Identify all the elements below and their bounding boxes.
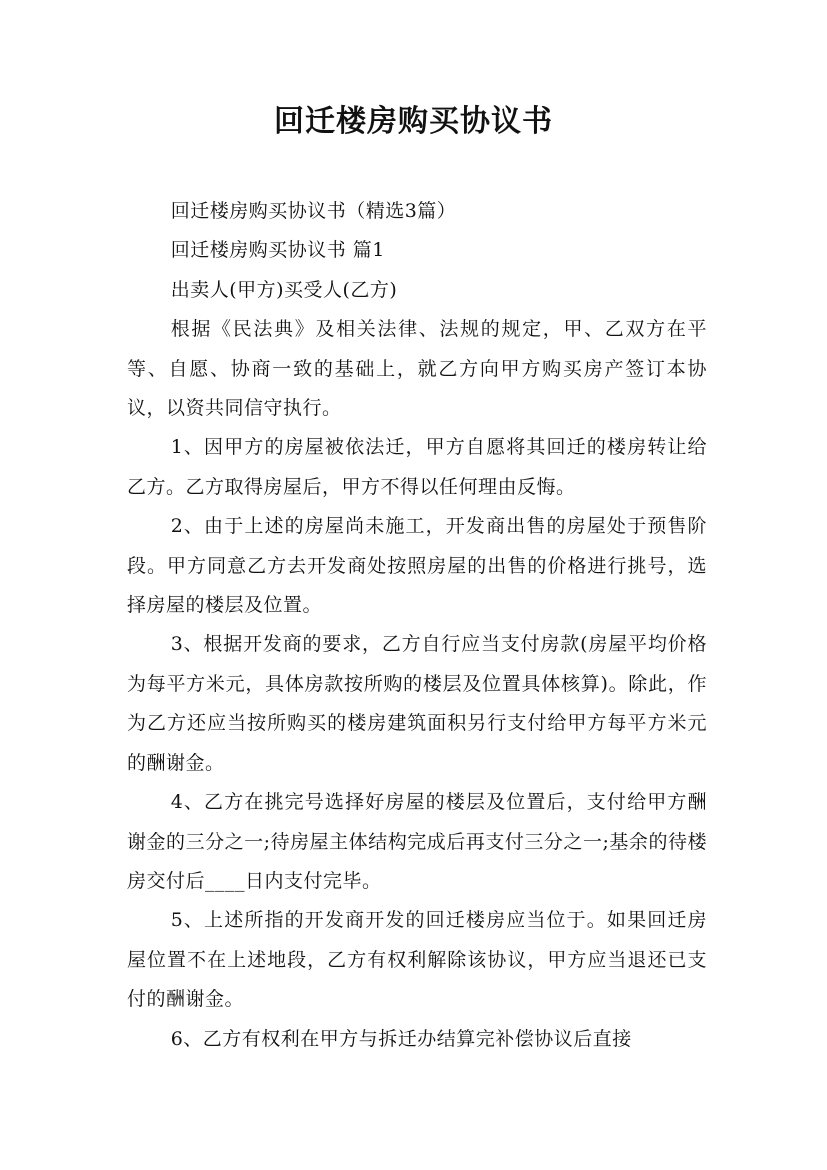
paragraph-preamble: 根据《民法典》及相关法律、法规的规定，甲、乙双方在平等、自愿、协商一致的基础上，就乙方向甲方购买房产签订本协议，以资共同信守执行。 bbox=[127, 318, 707, 420]
paragraph-clause-1: 1、因甲方的房屋被依法迁，甲方自愿将其回迁的楼房转让给乙方。乙方取得房屋后，甲方不得以任何理由反悔。 bbox=[127, 436, 707, 498]
paragraph-clause-3: 3、根据开发商的要求，乙方自行应当支付房款(房屋平均价格为每平方米元，具体房款按所购的楼层及位置具体核算)。除此，作为乙方还应当按所购买的楼房建筑面积另行支付给甲方每平方米元的酬谢金。 bbox=[127, 633, 707, 774]
document-title: 回迁楼房购买协议书 bbox=[274, 104, 553, 139]
paragraph-subtitle: 回迁楼房购买协议书（精选3篇） bbox=[170, 200, 457, 222]
document-body bbox=[127, 192, 707, 1059]
paragraph-section-heading: 回迁楼房购买协议书 篇1 bbox=[170, 239, 385, 262]
paragraph-clause-6: 6、乙方有权利在甲方与拆迁办结算完补偿协议后直接 bbox=[170, 1027, 632, 1050]
paragraph-parties: 出卖人(甲方)买受人(乙方) bbox=[170, 278, 398, 301]
paragraph-clause-5: 5、上述所指的开发商开发的回迁楼房应当位于。如果回迁房屋位置不在上述地段，乙方有权利解除该协议，甲方应当退还已支付的酬谢金。 bbox=[127, 909, 707, 1011]
paragraph-clause-4: 4、乙方在挑完号选择好房屋的楼层及位置后，支付给甲方酬谢金的三分之一;待房屋主体结构完成后再支付三分之一;基余的待楼房交付后____日内支付完毕。 bbox=[127, 791, 707, 892]
paragraph-clause-2: 2、由于上述的房屋尚未施工，开发商出售的房屋处于预售阶段。甲方同意乙方去开发商处按照房屋的出售的价格进行挑号，选择房屋的楼层及位置。 bbox=[127, 515, 707, 617]
